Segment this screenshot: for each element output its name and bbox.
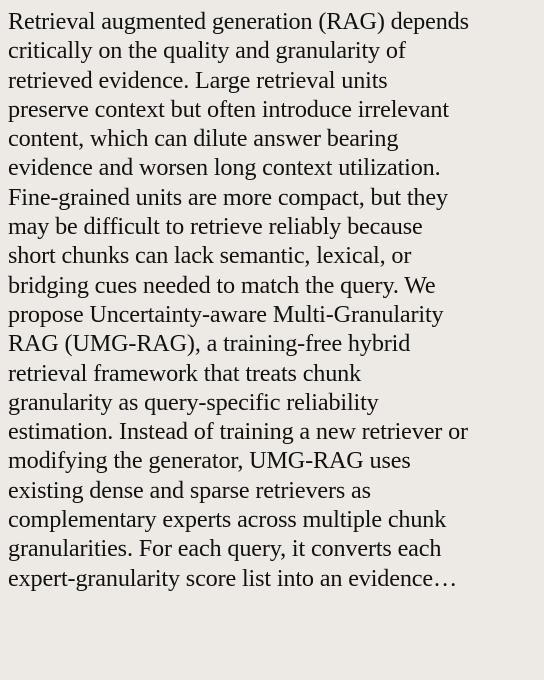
text-line-18: complementary experts across multiple chunk — [8, 506, 447, 534]
text-line-2: critically on the quality and granularity of — [8, 37, 406, 65]
text-line-10: bridging cues needed to match the query. We — [8, 271, 436, 299]
text-line-11: propose Uncertainty-aware Multi-Granularity — [8, 300, 444, 328]
text-line-13: retrieval framework that treats chunk — [8, 359, 362, 387]
text-line-12: RAG (UMG-RAG), a training-free hybrid — [8, 330, 411, 358]
text-line-8: may be difficult to retrieve reliably because — [8, 213, 423, 241]
text-line-16: modifying the generator, UMG-RAG uses — [8, 447, 411, 475]
text-line-9: short chunks can lack semantic, lexical, or — [8, 242, 412, 270]
text-line-19: granularities. For each query, it converts each — [8, 535, 442, 563]
text-line-15: estimation. Instead of training a new retriever or — [8, 418, 468, 446]
text-line-4: preserve context but often introduce irrelevant — [8, 95, 449, 123]
text-line-6: evidence and worsen long context utilization. — [8, 154, 441, 182]
text-line-7: Fine-grained units are more compact, but they — [8, 183, 448, 211]
text-line-17: existing dense and sparse retrievers as — [8, 476, 371, 504]
text-line-20: expert-granularity score list into an evidence… — [8, 564, 457, 592]
text-line-14: granularity as query-specific reliability — [8, 388, 379, 416]
text-line-5: content, which can dilute answer bearing — [8, 125, 399, 153]
text-line-1: Retrieval augmented generation (RAG) depends — [8, 8, 469, 35]
text-line-3: retrieved evidence. Large retrieval units — [8, 66, 388, 94]
